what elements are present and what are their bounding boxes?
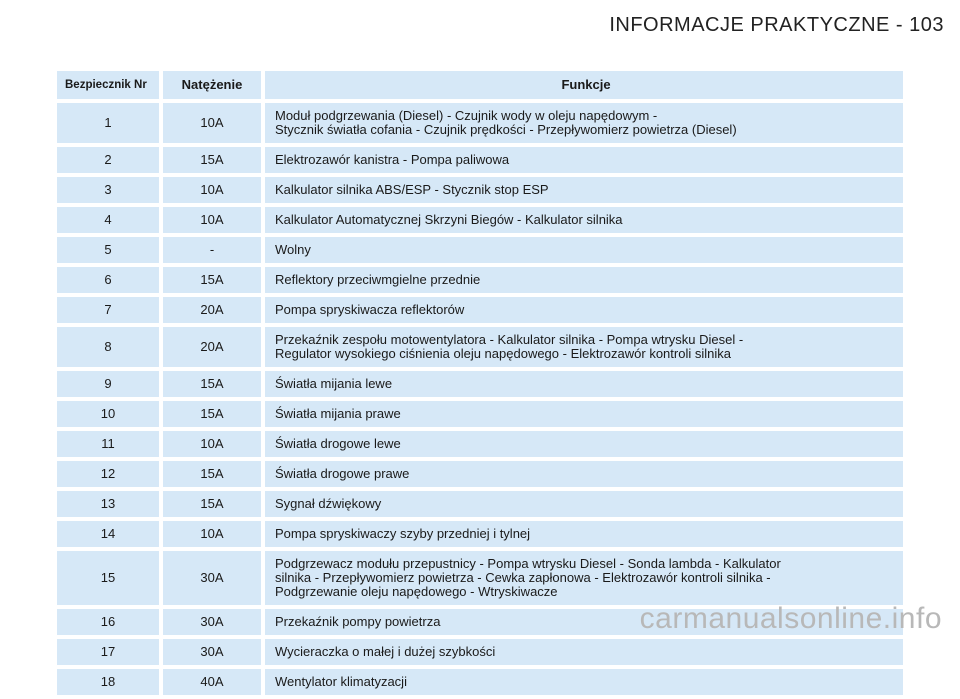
fuse-number-cell: 11 [57, 431, 163, 457]
fuse-number-cell: 3 [57, 177, 163, 203]
function-cell [265, 401, 903, 427]
table-row [57, 521, 903, 547]
amperage-cell: 30A [163, 609, 265, 635]
amperage-cell: 10A [163, 521, 265, 547]
function-line: Sygnał dźwiękowy [275, 496, 382, 511]
function-cell [265, 371, 903, 397]
amperage-cell: 15A [163, 401, 265, 427]
amperage-cell: 15A [163, 491, 265, 517]
function-cell [265, 297, 903, 323]
function-cell [265, 147, 903, 173]
fuse-number-cell: 13 [57, 491, 163, 517]
table-row [57, 491, 903, 517]
function-cell [265, 669, 903, 695]
function-line: Kalkulator Automatycznej Skrzyni Biegów - Kalkulator silnika [275, 212, 623, 227]
fuse-number-cell: 14 [57, 521, 163, 547]
amperage-cell: 10A [163, 103, 265, 143]
function-cell [265, 639, 903, 665]
table-row [57, 103, 903, 143]
table-row [57, 551, 903, 605]
fuse-number-cell: 6 [57, 267, 163, 293]
watermark: carmanualsonline.info [639, 602, 942, 635]
table-row [57, 431, 903, 457]
amperage-cell: 15A [163, 461, 265, 487]
function-line: Stycznik światła cofania - Czujnik prędkości - Przepływomierz powietrza (Diesel) [275, 122, 737, 137]
function-cell [265, 327, 903, 367]
header-amperage: Natężenie [163, 71, 265, 99]
function-line: Podgrzewacz modułu przepustnicy - Pompa wtrysku Diesel - Sonda lambda - Kalkulator [275, 556, 781, 571]
amperage-cell: 10A [163, 177, 265, 203]
table-row [57, 237, 903, 263]
table-row [57, 669, 903, 695]
function-line: Przekaźnik zespołu motowentylatora - Kalkulator silnika - Pompa wtrysku Diesel - [275, 332, 744, 347]
fuse-number-cell: 4 [57, 207, 163, 233]
function-cell [265, 267, 903, 293]
function-cell [265, 237, 903, 263]
function-line: Pompa spryskiwaczy szyby przedniej i tylnej [275, 526, 531, 541]
table-row [57, 177, 903, 203]
table-header-row [57, 71, 903, 99]
amperage-cell: 30A [163, 551, 265, 605]
fuse-number-cell: 12 [57, 461, 163, 487]
function-line: Pompa spryskiwacza reflektorów [275, 302, 465, 317]
header-fuse-number: Bezpiecznik Nr [57, 71, 163, 99]
fuse-number-cell: 8 [57, 327, 163, 367]
function-line: Podgrzewanie oleju napędowego - Wtryskiwacze [275, 584, 558, 599]
table-row [57, 371, 903, 397]
page-title: INFORMACJE PRAKTYCZNE - 103 [609, 14, 944, 36]
function-line: silnika - Przepływomierz powietrza - Cewka zapłonowa - Elektrozawór kontroli silnika - [275, 570, 771, 585]
fuse-number-cell: 18 [57, 669, 163, 695]
table-row [57, 327, 903, 367]
table-row [57, 461, 903, 487]
amperage-cell: 30A [163, 639, 265, 665]
table-row [57, 207, 903, 233]
fuse-number-cell: 15 [57, 551, 163, 605]
function-line: Regulator wysokiego ciśnienia oleju napędowego - Elektrozawór kontroli silnika [275, 346, 731, 361]
function-line: Reflektory przeciwmgielne przednie [275, 272, 481, 287]
amperage-cell: - [163, 237, 265, 263]
function-cell [265, 551, 903, 605]
function-line: Elektrozawór kanistra - Pompa paliwowa [275, 152, 510, 167]
function-line: Moduł podgrzewania (Diesel) - Czujnik wody w oleju napędowym - [275, 108, 658, 123]
function-cell [265, 177, 903, 203]
amperage-cell: 10A [163, 207, 265, 233]
function-line: Wycieraczka o małej i dużej szybkości [275, 644, 496, 659]
function-line: Światła mijania prawe [275, 406, 401, 421]
fuse-number-cell: 10 [57, 401, 163, 427]
function-line: Światła mijania lewe [275, 376, 393, 391]
table-row [57, 297, 903, 323]
function-cell [265, 431, 903, 457]
table-row [57, 639, 903, 665]
fuse-number-cell: 1 [57, 103, 163, 143]
fuse-number-cell: 7 [57, 297, 163, 323]
function-line: Światła drogowe lewe [275, 436, 401, 451]
fuse-number-cell: 5 [57, 237, 163, 263]
amperage-cell: 40A [163, 669, 265, 695]
function-line: Wolny [275, 242, 311, 257]
amperage-cell: 15A [163, 147, 265, 173]
function-line: Przekaźnik pompy powietrza [275, 614, 441, 629]
function-cell [265, 207, 903, 233]
function-line: Wentylator klimatyzacji [275, 674, 407, 689]
function-line: Światła drogowe prawe [275, 466, 410, 481]
table-row [57, 147, 903, 173]
function-cell [265, 521, 903, 547]
function-cell [265, 103, 903, 143]
table-row [57, 401, 903, 427]
amperage-cell: 10A [163, 431, 265, 457]
fuse-number-cell: 9 [57, 371, 163, 397]
amperage-cell: 20A [163, 297, 265, 323]
amperage-cell: 15A [163, 371, 265, 397]
fuse-number-cell: 17 [57, 639, 163, 665]
fuse-number-cell: 16 [57, 609, 163, 635]
function-cell [265, 491, 903, 517]
fuse-number-cell: 2 [57, 147, 163, 173]
amperage-cell: 15A [163, 267, 265, 293]
function-line: Kalkulator silnika ABS/ESP - Stycznik stop ESP [275, 182, 549, 197]
header-functions: Funkcje [265, 71, 903, 99]
amperage-cell: 20A [163, 327, 265, 367]
table-row [57, 267, 903, 293]
function-cell [265, 461, 903, 487]
